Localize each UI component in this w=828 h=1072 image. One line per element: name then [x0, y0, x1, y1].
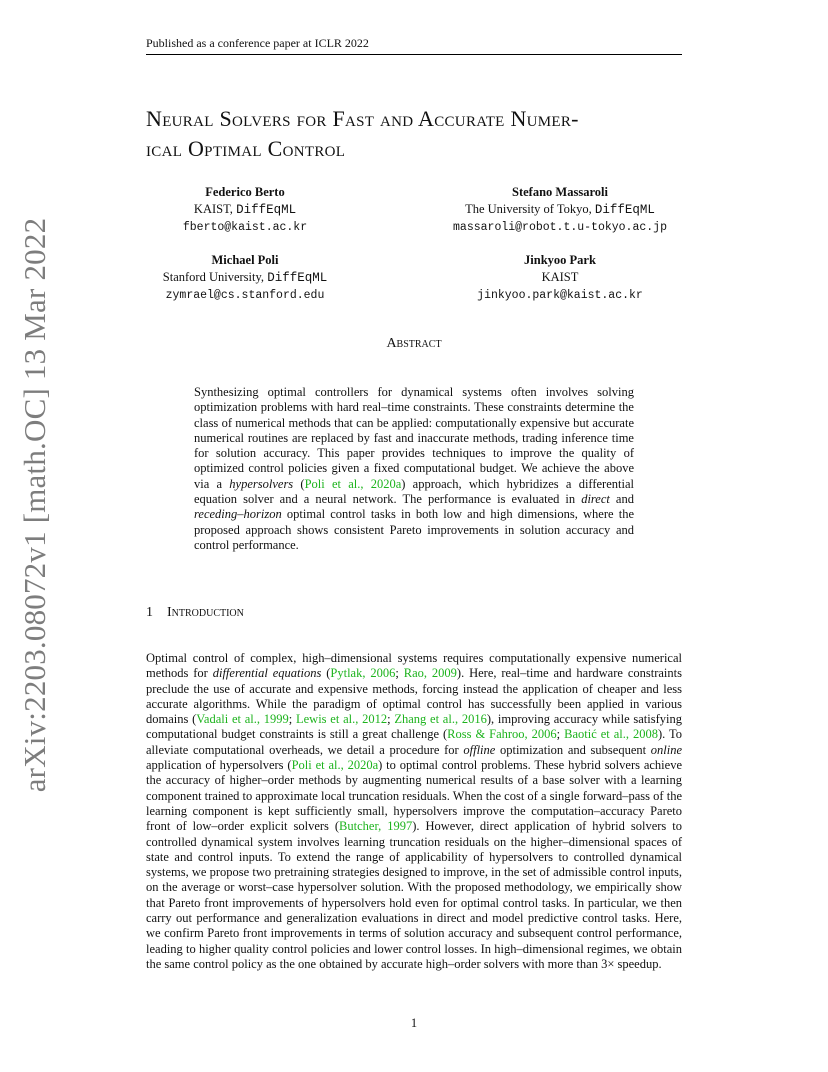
page-number: 1: [410, 1016, 418, 1030]
running-header: Published as a conference paper at ICLR 2022: [146, 36, 369, 50]
abstract-text: ) approach, which hybridizes a differential equation solver and a neural network. The performance is evaluated in: [194, 476, 634, 507]
author-block-4: [460, 252, 660, 304]
author-affiliation: [170, 201, 320, 219]
author-affiliation: [140, 269, 350, 287]
abstract-heading: Abstract: [386, 336, 442, 351]
citation-link[interactable]: Butcher, 1997: [339, 819, 413, 834]
abstract-emphasis: receding–horizon: [194, 507, 282, 522]
citation-link[interactable]: Lewis et al., 2012: [296, 712, 388, 727]
author-email[interactable]: fberto@kaist.ac.kr: [182, 221, 308, 234]
citation-link[interactable]: Vadali et al., 1999: [196, 712, 289, 727]
body-text: ;: [556, 727, 565, 742]
abstract-text: Synthesizing optimal controllers for dynamical systems often involves solving optimization problems with hard real–time constraints. These constraints determine the class of numerical methods that can be applied: computationally expensive but accurate numerical routines are replaced by fast and inaccurate methods, trading inference time for solution accuracy. This paper provides techniques to improve the quality of optimized control policies given a fixed computational budget. We achieve the above via a: [194, 385, 634, 491]
affiliation-code: DiffEqML: [236, 203, 297, 217]
author-email[interactable]: jinkyoo.park@kaist.ac.kr: [477, 289, 643, 302]
abstract-emphasis: hypersolvers: [229, 476, 294, 491]
body-text: ), improving accuracy while satisfying computational budget constraints is still a great challenge (: [146, 712, 682, 742]
body-text: ;: [288, 712, 296, 727]
abstract-paragraph: [194, 385, 634, 553]
citation-link[interactable]: Rao, 2009: [403, 666, 457, 681]
author-affiliation: [430, 201, 690, 219]
affiliation-text: KAIST,: [193, 202, 237, 216]
author-block-1: [170, 184, 320, 236]
citation-link[interactable]: Baotić et al., 2008: [564, 727, 658, 742]
author-name: Federico Berto: [205, 185, 285, 199]
abstract-text: and: [609, 492, 634, 507]
body-text: (: [321, 666, 331, 681]
body-emphasis: online: [650, 742, 683, 757]
paper-title: [146, 104, 706, 164]
author-name: Jinkyoo Park: [524, 253, 596, 267]
citation-link[interactable]: Poli et al., 2020a: [304, 476, 402, 491]
body-text: ;: [395, 666, 404, 681]
body-text: ) to optimal control problems. These hybrid solvers achieve the accuracy of higher–order methods by augmenting numerical results of a base solver with a learning component trained to approximate local truncation residuals. When the cost of a single forward–pass of the learning component is kept sufficiently small, hypersolvers improve the computation–accuracy Pareto front of low–order explicit solvers (: [146, 758, 683, 834]
citation-link[interactable]: Pytlak, 2006: [330, 666, 396, 681]
author-block-3: [140, 252, 350, 304]
body-text: ). To alleviate computational overheads, we detail a procedure for: [146, 727, 683, 757]
title-line-2: ical Optimal Control: [146, 136, 346, 161]
citation-link[interactable]: Ross & Fahroo, 2006: [447, 727, 557, 742]
abstract-text: (: [293, 476, 305, 491]
body-emphasis: differential equations: [212, 666, 322, 681]
citation-link[interactable]: Zhang et al., 2016: [394, 712, 487, 727]
author-name: Michael Poli: [211, 253, 279, 267]
author-email[interactable]: massaroli@robot.t.u-tokyo.ac.jp: [453, 221, 667, 234]
body-emphasis: offline: [463, 742, 496, 757]
body-text: ). Here, real–time and hardware constraints preclude the use of accurate and expensive methods, forcing instead the application of cheaper and less accurate algorithms. While the paradigm of optimal control has successfully been applied in various domains (: [146, 666, 682, 727]
abstract-text: optimal control tasks in both low and high dimensions, where the proposed approach shows consistent Pareto improvements in solution accuracy and control performance.: [194, 507, 634, 552]
introduction-paragraph: [146, 651, 682, 972]
affiliation-text: KAIST: [541, 270, 579, 284]
affiliation-text: Stanford University,: [162, 270, 268, 284]
affiliation-text: The University of Tokyo,: [465, 202, 595, 216]
affiliation-code: DiffEqML: [594, 203, 655, 217]
body-text: application of hypersolvers (: [146, 758, 292, 773]
body-text: Optimal control of complex, high–dimensional systems requires computationally expensive numerical methods for: [146, 651, 682, 681]
author-affiliation: [460, 269, 660, 287]
body-text: ). However, direct application of hybrid solvers to controlled dynamical system involves learning truncation residuals on the higher–dimensional spaces of state and control inputs. To extend the range of applicability of hypersolvers to controlled dynamical systems, we propose two pretraining strategies designed to improve, in the set of admissible control inputs, on the average or worst–case hypersolver solution. With the proposed methodology, we empirically show that Pareto front improvements of hypersolvers hold even for optimal control tasks. In particular, we then carry out performance and generalization evaluations in direct and model predictive control tasks. Here, we confirm Pareto front improvements in terms of solution accuracy and subsequent control performance, leading to higher quality control policies and lower control losses. In high–dimensional regimes, we obtain the same control policy as the one obtained by accurate high–order solvers with more than 3× speedup.: [146, 819, 682, 971]
section-heading-introduction: [146, 605, 244, 621]
body-text: optimization and subsequent: [495, 742, 651, 757]
author-block-2: [430, 184, 690, 236]
citation-link[interactable]: Poli et al., 2020a: [291, 758, 379, 773]
author-email[interactable]: zymrael@cs.stanford.edu: [165, 289, 325, 302]
section-number: 1: [146, 605, 153, 620]
abstract-emphasis: direct: [581, 492, 610, 507]
affiliation-code: DiffEqML: [267, 271, 328, 285]
author-name: Stefano Massaroli: [512, 185, 608, 199]
section-title: Introduction: [167, 605, 244, 620]
arxiv-stamp[interactable]: arXiv:2203.08072v1 [math.OC] 13 Mar 2022: [17, 217, 52, 793]
body-text: ;: [387, 712, 395, 727]
title-line-1: Neural Solvers for Fast and Accurate Numer-: [146, 106, 579, 131]
header-rule: [146, 54, 682, 55]
